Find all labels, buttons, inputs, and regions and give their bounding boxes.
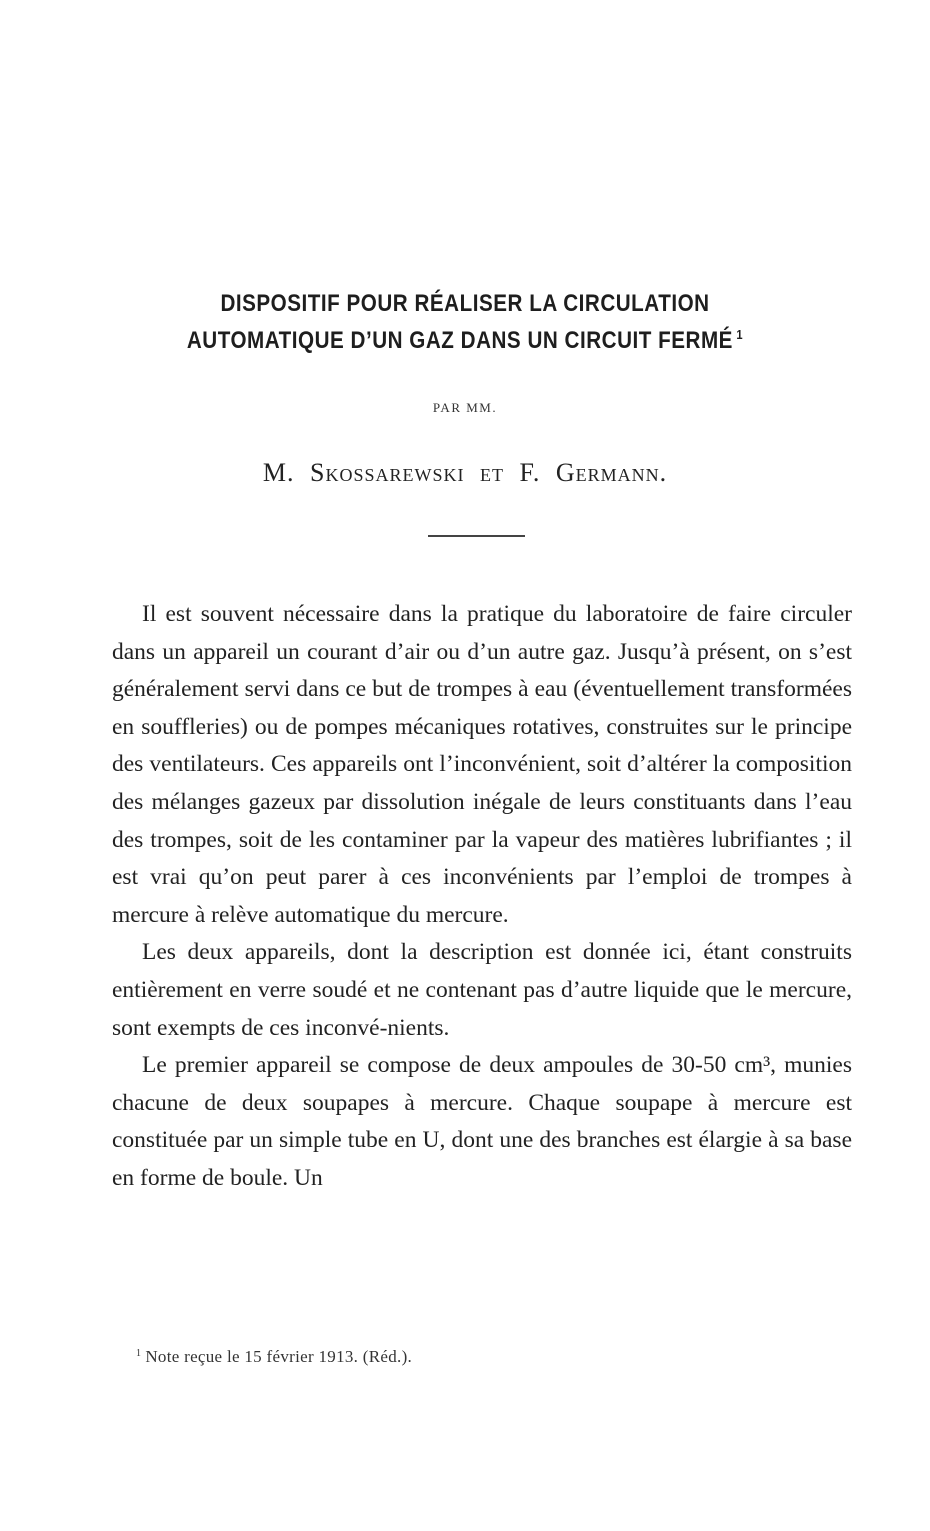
section-divider — [428, 535, 525, 537]
byline-prefix: PAR MM. — [432, 400, 498, 415]
footnote-text: Note reçue le 15 février 1913. (Réd.). — [145, 1347, 413, 1366]
body-paragraph-3: Le premier appareil se compose de deux ampoules de 30-50 cm³, munies chacune de deux soupapes à mercure. Chaque soupape à mercure est constituée par un simple tube en U, dont une des branches est élargie à sa base en forme de boule. Un — [112, 1052, 852, 1191]
article-body — [112, 596, 852, 1198]
article-title-line-1 — [65, 290, 865, 318]
footnote — [136, 1347, 412, 1367]
title-text-1: DISPOSITIF POUR RÉALISER LA CIRCULATION — [220, 290, 710, 317]
body-paragraph-2: Les deux appareils, dont la description est donnée ici, étant construits entièrement en verre soudé et ne contenant pas d’autre liquide que le mercure, sont exempts de ces inconvé-nients. — [112, 939, 852, 1041]
footnote-marker: 1 — [136, 1348, 142, 1359]
body-paragraph-1: Il est souvent nécessaire dans la pratique du laboratoire de faire circuler dans un appareil un courant d’air ou d’un autre gaz. Jusqu’à présent, on s’est généralement servi dans ce but de trompes à eau (éventuellement transformées en souffleries) ou de pompes mécaniques rotatives, construites sur le principe des ventilateurs. Ces appareils ont l’inconvénient, soit d’altérer la composition des mélanges gazeux par dissolution inégale de leurs constituants dans l’eau des trompes, soit de les contaminer par la vapeur des matières lubrifiantes ; il est vrai qu’on peut parer à ces inconvénients par l’emploi de trompes à mercure à relève automatique du mercure. — [112, 601, 852, 928]
title-footnote-marker: 1 — [736, 327, 744, 342]
authors: M. Skossarewski et F. Germann. — [262, 458, 668, 487]
article-title-line-2 — [65, 327, 865, 355]
title-text-2: AUTOMATIQUE D’UN GAZ DANS UN CIRCUIT FERMÉ — [186, 327, 733, 354]
